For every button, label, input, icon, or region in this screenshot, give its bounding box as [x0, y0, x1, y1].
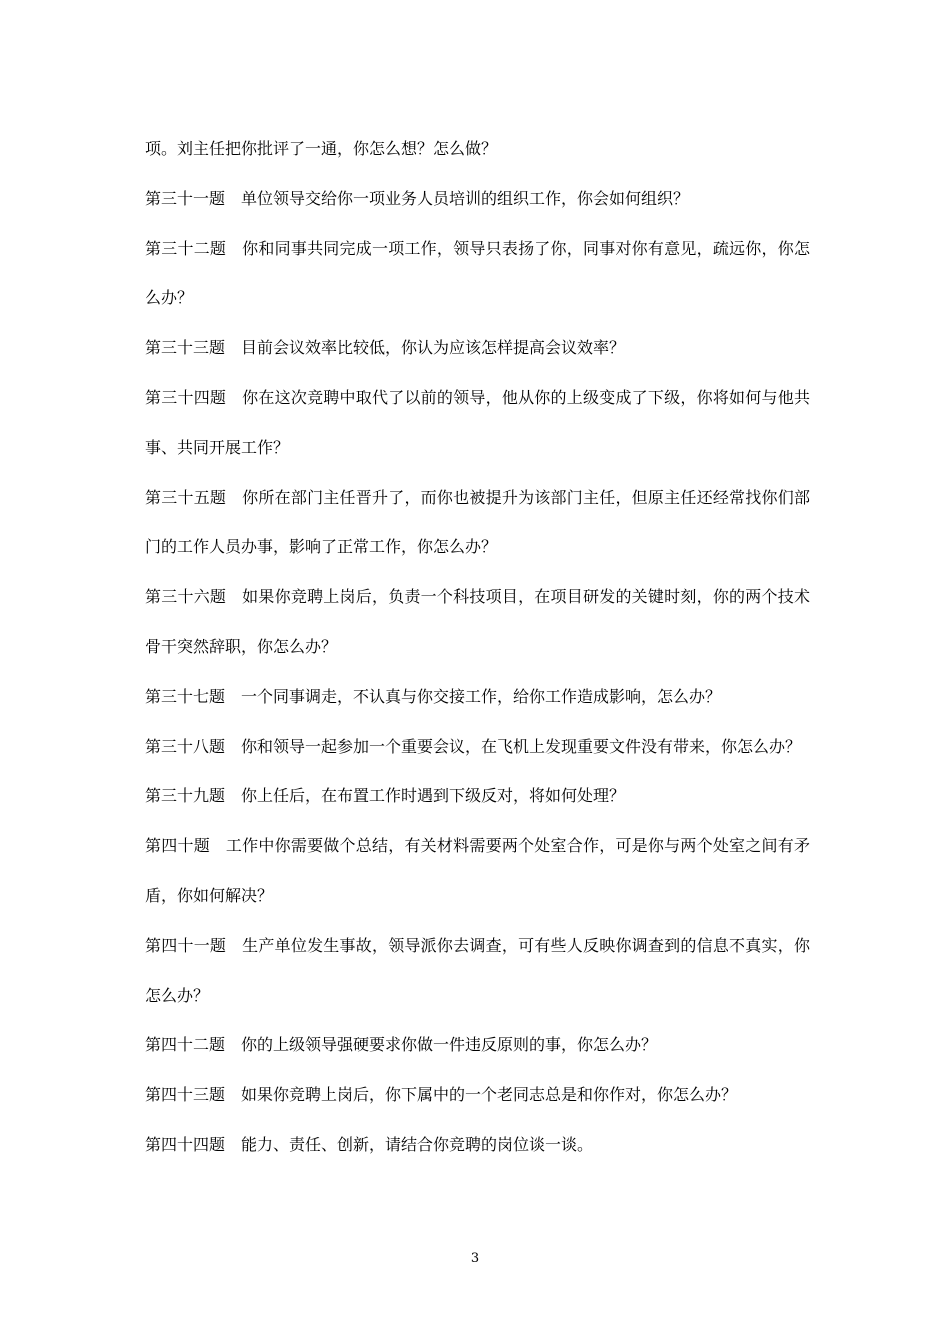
- question-text: 如果你竞聘上岗后，你下属中的一个老同志总是和你作对，你怎么办？: [241, 1085, 738, 1105]
- question-number: 第三十三题: [145, 338, 226, 358]
- question-paragraph: [145, 473, 810, 573]
- question-text: 你在这次竞聘中取代了以前的领导，他从你的上级变成了下级，你将如何与他共事、共同开展工作？: [145, 387, 810, 457]
- question-text: 单位领导交给你一项业务人员培训的组织工作，你会如何组织？: [241, 188, 690, 208]
- question-text: 如果你竞聘上岗后，负责一个科技项目，在项目研发的关键时刻，你的两个技术骨干突然辞职，你怎么办？: [145, 587, 810, 656]
- question-paragraph: [145, 572, 810, 672]
- question-number: 第三十四题: [145, 387, 227, 407]
- question-text: 目前会议效率比较低，你认为应该怎样提高会议效率？: [241, 338, 626, 358]
- question-text: 一个同事调走，不认真与你交接工作，给你工作造成影响，怎么办？: [241, 686, 722, 706]
- question-number: 第三十五题: [145, 487, 227, 507]
- question-number: 第三十九题: [145, 786, 226, 806]
- question-number: 第三十二题: [145, 238, 227, 258]
- question-number: 第四十三题: [145, 1085, 226, 1105]
- question-paragraph: [145, 1120, 810, 1170]
- question-text: 你的上级领导强硬要求你做一件违反原则的事，你怎么办？: [241, 1035, 658, 1055]
- question-text: 你和同事共同完成一项工作，领导只表扬了你，同事对你有意见，疏远你，你怎么办？: [145, 238, 810, 308]
- question-number: 第四十题: [145, 836, 210, 856]
- question-number: 第三十一题: [145, 188, 226, 208]
- question-text: 你和领导一起参加一个重要会议，在飞机上发现重要文件没有带来，你怎么办？: [241, 736, 802, 756]
- question-text: 你所在部门主任晋升了，而你也被提升为该部门主任，但原主任还经常找你们部门的工作人员办事，影响了正常工作，你怎么办？: [145, 487, 810, 557]
- question-number: 第四十四题: [145, 1134, 226, 1154]
- question-text: 你上任后，在布置工作时遇到下级反对，将如何处理？: [241, 786, 626, 806]
- question-number: 第三十六题: [145, 587, 227, 607]
- question-paragraph: [145, 821, 810, 921]
- question-paragraph: [145, 722, 810, 772]
- question-paragraph: [145, 174, 810, 224]
- question-paragraph: [145, 921, 810, 1021]
- document-body: [145, 124, 810, 1170]
- question-number: 第四十一题: [145, 935, 227, 955]
- question-number: 第三十八题: [145, 736, 226, 756]
- question-text: 能力、责任、创新，请结合你竞聘的岗位谈一谈。: [241, 1134, 594, 1154]
- question-paragraph: [145, 323, 810, 373]
- question-text: 生产单位发生事故，领导派你去调查，可有些人反映你调查到的信息不真实，你怎么办？: [145, 935, 810, 1005]
- question-list: [145, 174, 810, 1170]
- page-number: 3: [470, 1251, 480, 1266]
- question-number: 第三十七题: [145, 686, 226, 706]
- question-paragraph: [145, 224, 810, 324]
- continuation-paragraph: 项。刘主任把你批评了一通，你怎么想？怎么做？: [145, 139, 498, 158]
- question-paragraph: [145, 373, 810, 473]
- question-paragraph: [145, 771, 810, 821]
- question-text: 工作中你需要做个总结，有关材料需要两个处室合作，可是你与两个处室之间有矛盾，你如何解决？: [145, 836, 810, 905]
- question-paragraph: [145, 672, 810, 722]
- question-number: 第四十二题: [145, 1035, 226, 1055]
- question-paragraph: [145, 1020, 810, 1070]
- question-paragraph: [145, 1070, 810, 1120]
